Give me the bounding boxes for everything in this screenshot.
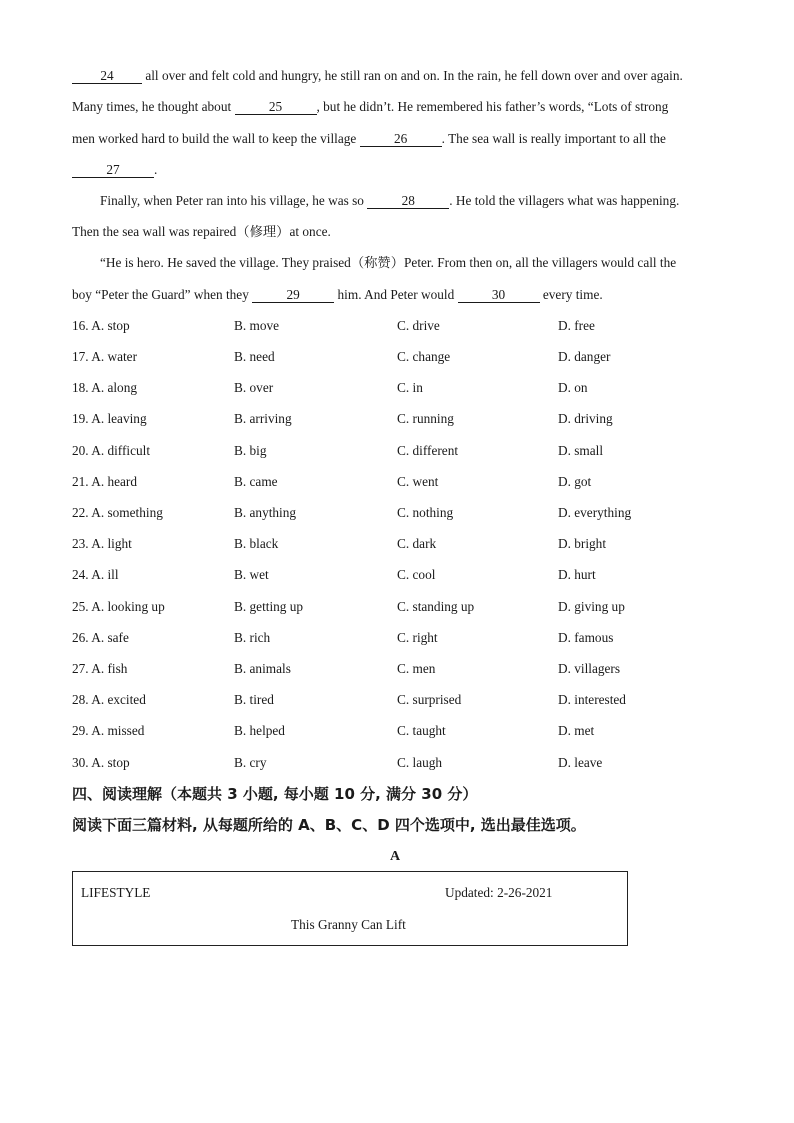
- passage-line: [72, 98, 722, 116]
- option-d[interactable]: D. small: [558, 443, 604, 458]
- article-title: This Granny Can Lift: [291, 917, 406, 932]
- option-a[interactable]: 19. A. leaving: [72, 411, 147, 426]
- option-a[interactable]: 25. A. looking up: [72, 599, 165, 614]
- question-row: [72, 410, 722, 428]
- option-a[interactable]: 27. A. fish: [72, 661, 128, 676]
- option-a[interactable]: 30. A. stop: [72, 755, 130, 770]
- passage-text: boy “Peter the Guard” when they: [72, 287, 253, 302]
- blank-29: 29: [252, 287, 334, 303]
- option-d[interactable]: D. villagers: [558, 661, 621, 676]
- blank-25: 25: [235, 99, 317, 115]
- option-b[interactable]: B. rich: [234, 630, 271, 645]
- option-d[interactable]: D. hurt: [558, 567, 596, 582]
- passage-text: .: [154, 162, 158, 177]
- question-row: [72, 660, 722, 678]
- question-row: [72, 317, 722, 335]
- option-a[interactable]: 16. A. stop: [72, 318, 130, 333]
- option-b[interactable]: B. move: [234, 318, 280, 333]
- question-row: [72, 442, 722, 460]
- article-box: [72, 871, 628, 946]
- passage-text: Then the sea wall was repaired（修理）at once.: [72, 224, 331, 239]
- option-c[interactable]: C. different: [397, 443, 459, 458]
- passage-line: [100, 192, 722, 210]
- option-c[interactable]: C. men: [397, 661, 436, 676]
- passage-text: Finally, when Peter ran into his village, he was so: [100, 193, 368, 208]
- passage-line: [100, 254, 722, 272]
- option-d[interactable]: D. bright: [558, 536, 607, 551]
- passage-text: every time.: [539, 287, 603, 302]
- blank-27: 27: [72, 162, 154, 178]
- option-b[interactable]: B. came: [234, 474, 278, 489]
- option-c[interactable]: C. laugh: [397, 755, 443, 770]
- passage-text: him. And Peter would: [334, 287, 458, 302]
- option-d[interactable]: D. met: [558, 723, 595, 738]
- part-label: A: [390, 849, 401, 864]
- passage-text: , but he didn’t. He remembered his father’s words, “Lots of strong: [316, 99, 669, 114]
- option-a[interactable]: 24. A. ill: [72, 567, 119, 582]
- article-category: LIFESTYLE: [81, 885, 151, 900]
- question-row: [72, 535, 722, 553]
- option-c[interactable]: C. standing up: [397, 599, 475, 614]
- passage-line: [72, 286, 722, 304]
- option-b[interactable]: B. anything: [234, 505, 297, 520]
- option-c[interactable]: C. change: [397, 349, 451, 364]
- question-row: [72, 379, 722, 397]
- option-a[interactable]: 22. A. something: [72, 505, 163, 520]
- option-d[interactable]: D. danger: [558, 349, 611, 364]
- blank-24: 24: [72, 68, 142, 84]
- option-b[interactable]: B. getting up: [234, 599, 304, 614]
- passage-text: . He told the villagers what was happening.: [449, 193, 680, 208]
- option-d[interactable]: D. famous: [558, 630, 614, 645]
- option-d[interactable]: D. got: [558, 474, 592, 489]
- blank-26: 26: [360, 131, 442, 147]
- option-a[interactable]: 28. A. excited: [72, 692, 146, 707]
- question-row: [72, 629, 722, 647]
- passage-line: [72, 161, 722, 179]
- option-c[interactable]: C. cool: [397, 567, 436, 582]
- option-a[interactable]: 20. A. difficult: [72, 443, 151, 458]
- question-row: [72, 473, 722, 491]
- option-d[interactable]: D. everything: [558, 505, 632, 520]
- article-updated: Updated: 2-26-2021: [445, 885, 553, 900]
- option-c[interactable]: C. in: [397, 380, 423, 395]
- option-d[interactable]: D. driving: [558, 411, 613, 426]
- passage-text: all over and felt cold and hungry, he still ran on and on. In the rain, he fell down over and over again.: [142, 68, 683, 83]
- passage-line: [72, 130, 722, 148]
- option-a[interactable]: 26. A. safe: [72, 630, 129, 645]
- option-c[interactable]: C. dark: [397, 536, 437, 551]
- passage-line: [72, 223, 722, 241]
- option-d[interactable]: D. leave: [558, 755, 603, 770]
- option-c[interactable]: C. right: [397, 630, 438, 645]
- option-d[interactable]: D. giving up: [558, 599, 625, 614]
- option-c[interactable]: C. nothing: [397, 505, 454, 520]
- option-c[interactable]: C. taught: [397, 723, 446, 738]
- option-b[interactable]: B. animals: [234, 661, 291, 676]
- passage-text: men worked hard to build the wall to keep the village: [72, 131, 360, 146]
- passage-text: “He is hero. He saved the village. They praised（称赞）Peter. From then on, all the villagers would call the: [100, 255, 677, 270]
- blank-28: 28: [367, 193, 449, 209]
- option-c[interactable]: C. running: [397, 411, 454, 426]
- question-row: [72, 504, 722, 522]
- blank-30: 30: [458, 287, 540, 303]
- passage-text: . The sea wall is really important to all the: [441, 131, 666, 146]
- option-b[interactable]: B. tired: [234, 692, 274, 707]
- option-b[interactable]: B. black: [234, 536, 279, 551]
- option-d[interactable]: D. interested: [558, 692, 626, 707]
- question-row: [72, 691, 722, 709]
- question-row: [72, 348, 722, 366]
- option-b[interactable]: B. over: [234, 380, 274, 395]
- option-d[interactable]: D. on: [558, 380, 588, 395]
- option-a[interactable]: 21. A. heard: [72, 474, 137, 489]
- option-b[interactable]: B. helped: [234, 723, 285, 738]
- option-b[interactable]: B. big: [234, 443, 267, 458]
- option-b[interactable]: B. arriving: [234, 411, 292, 426]
- question-row: [72, 754, 722, 772]
- option-a[interactable]: 29. A. missed: [72, 723, 145, 738]
- question-row: [72, 566, 722, 584]
- option-d[interactable]: D. free: [558, 318, 595, 333]
- passage-text: Many times, he thought about: [72, 99, 235, 114]
- option-c[interactable]: C. surprised: [397, 692, 462, 707]
- option-b[interactable]: B. cry: [234, 755, 267, 770]
- option-b[interactable]: B. need: [234, 349, 275, 364]
- option-a[interactable]: 23. A. light: [72, 536, 132, 551]
- section-title: 四、阅读理解（本题共 3 小题, 每小题 10 分, 满分 30 分）: [72, 785, 478, 803]
- passage-line: [72, 67, 722, 85]
- section-instruction: 阅读下面三篇材料, 从每题所给的 A、B、C、D 四个选项中, 选出最佳选项。: [72, 816, 586, 834]
- option-a[interactable]: 18. A. along: [72, 380, 138, 395]
- option-c[interactable]: C. went: [397, 474, 439, 489]
- option-b[interactable]: B. wet: [234, 567, 269, 582]
- question-row: [72, 598, 722, 616]
- option-a[interactable]: 17. A. water: [72, 349, 137, 364]
- question-row: [72, 722, 722, 740]
- option-c[interactable]: C. drive: [397, 318, 440, 333]
